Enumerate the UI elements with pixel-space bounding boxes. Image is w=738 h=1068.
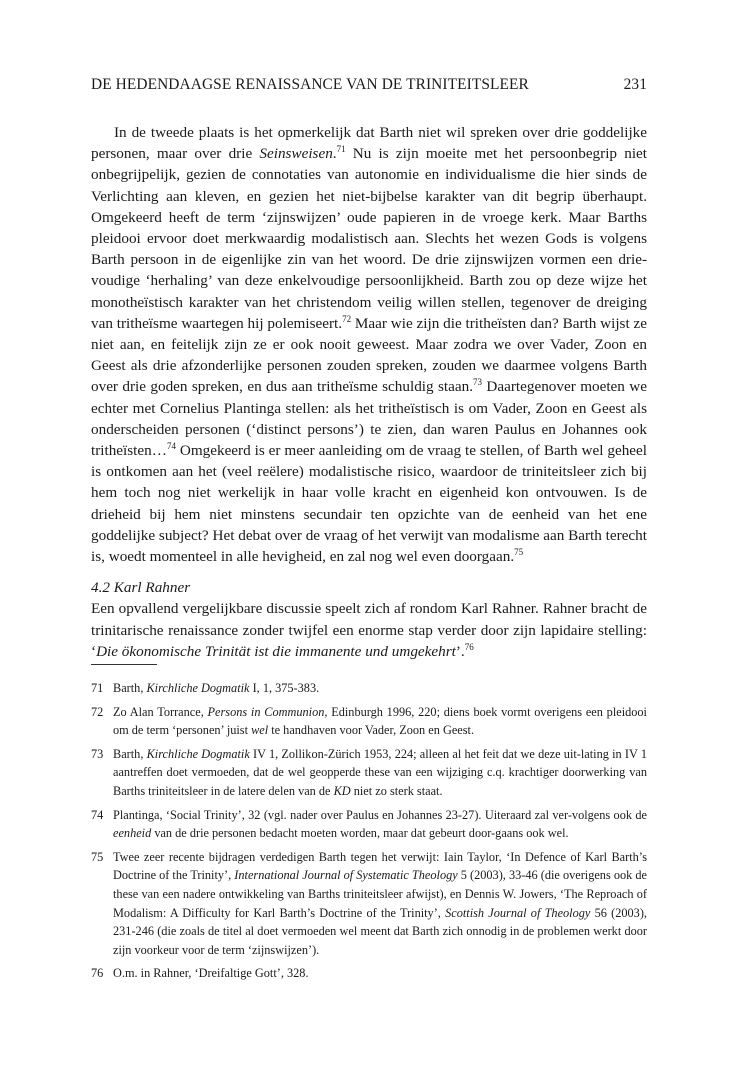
fn-part: niet zo sterk staat. [350, 783, 443, 798]
italic-term: Seinsweisen [259, 145, 333, 163]
main-text [91, 122, 647, 662]
footnote-ref-76[interactable]: 76 [464, 641, 474, 652]
paragraph-text: Een opvallend vergelijkbare discussie speelt zich af rondom Karl Rahner. Rahner bracht de trinitarische renaissance zonder twijfel een enorme stap verder door zijn lapidaire stelling: ‘ [91, 600, 647, 660]
running-header [91, 76, 647, 100]
fn-part: Barth, [113, 746, 147, 761]
running-title: DE HEDENDAAGSE RENAISSANCE VAN DE TRINITEITSLEER [91, 76, 529, 93]
fn-italic: International Journal of Systematic Theology [234, 868, 458, 883]
paragraph-text: Nu is zijn moeite met het persoonbegrip niet onbegrijpelijk, gezien de connotaties van autonomie en individualisme die hier sinds de Verlichting aan kleven, en gezien het niet-bijbelse karakter van dit begrip überhaupt. Omgekeerd heeft de term ‘zijnswijzen’ oude papieren in de vroege kerk. Maar Barths pleidooi ervoor doet merkwaardig modalistisch aan. Slechts het wezen Gods is volgens Barth persoon in de eigenlijke zin van het woord. De drie zijnswijzen vormen een drie-voudige ‘herhaling’ van deze enkelvoudige persoonlijkheid. Barth zou op deze wijze het monotheïstisch karakter van het christendom veilig willen stellen, tegenover de dreiging van tritheïsme waartegen hij polemiseert. [91, 145, 647, 332]
fn-italic: Scottish Journal of Theology [445, 905, 591, 920]
fn-italic: wel [251, 723, 269, 738]
fn-part: IV 1, Zollikon-Zürich 1953, 224; alleen al het feit dat we deze uit-lating in IV 1 aantreffen doet vermoeden, dat de wel geopperde these van een wijziging c.q. krachtiger doorwerking van Barths triniteitsleer in de latere delen van de [113, 746, 647, 798]
footnote-71 [91, 679, 647, 698]
footnote-number: 72 [91, 704, 104, 719]
fn-part: 56 (2003), 231-246 (die zoals de titel al doet vermoeden wel meent dat Barth zich onnodig in de problemen werkt door zijn voorkeur voor de term ‘zijnswijzen’). [113, 905, 647, 957]
footnote-ref-73[interactable]: 73 [473, 377, 483, 388]
paragraph-barth-seinsweisen [91, 122, 647, 567]
paragraph-text: Daartegenover moeten we echter met Cornelius Plantinga stellen: als het tritheïstisch is om Vader, Zoon en Geest als onderscheiden personen (‘distinct persons’) te zien, dan waren Paulus en Johannes ook tritheïsten… [91, 378, 647, 460]
footnote-74 [91, 806, 647, 843]
footnote-number: 73 [91, 746, 104, 761]
paragraph-text: ’. [455, 642, 465, 660]
footnote-number: 76 [91, 966, 104, 981]
footnote-number: 74 [91, 807, 104, 822]
fn-italic: Kirchliche Dogmatik [146, 746, 250, 761]
footnote-72 [91, 703, 647, 740]
footnote-text [113, 806, 647, 843]
footnote-divider [91, 664, 157, 665]
paragraph-text: Maar wie zijn die tritheïsten dan? Barth wijst ze niet aan, en feitelijk zijn ze er ook nooit geweest. Maar zodra we over Vader, Zoon en Geest als drie afzonderlijke personen zouden spreken, zouden we daarmee volgens Barth over drie goden spreken, en dus aan tritheïsme schuldig staan. [91, 314, 647, 396]
footnote-73 [91, 745, 647, 801]
fn-italic: KD [333, 783, 351, 798]
footnote-75 [91, 848, 647, 960]
paragraph-text: . [332, 145, 337, 163]
footnotes [91, 679, 647, 988]
italic-quote: Die ökonomische Trinität ist die immanente und umgekehrt [96, 642, 456, 660]
paragraph-text: In de tweede plaats is het opmerkelijk dat Barth niet wil spreken over drie goddelijke personen, maar over drie [91, 124, 647, 163]
fn-part: Zo Alan Torrance, [113, 704, 208, 719]
paragraph-text: Omgekeerd is er meer aanleiding om de vraag te stellen, of Barth wel geheel is ontkomen aan het (veel reëlere) modalistische risico, waardoor de triniteitsleer zich bij hem toch nog niet werkelijk in haar volle kracht en eigenheid kon ontvouwen. Is de drieheid bij hem niet minstens secundair ten opzichte van de eenheid van het ene goddelijke subject? Het debat over de vraag of het verwijt van modalisme aan Barth terecht is, woedt momenteel in alle hevigheid, en zal nog wel even doorgaan. [91, 442, 647, 566]
fn-part: 5 (2003), 33-46 (die overigens ook de these van een nadere ontwikkeling van Barths triniteitsleer afwijst), en Dennis W. Jowers, ‘The Reproach of Modalism: A Difficulty for Karl Barth’s Doctrine of the Trinity’, [113, 868, 647, 920]
footnote-text [113, 679, 647, 698]
fn-part: Plantinga, ‘Social Trinity’, 32 (vgl. nader over Paulus en Johannes 23-27). Uiteraard zal ver-volgens ook de [113, 807, 647, 822]
fn-part: O.m. in Rahner, ‘Dreifaltige Gott’, 328. [113, 966, 309, 981]
fn-part: Twee zeer recente bijdragen verdedigen Barth tegen het verwijt: Iain Taylor, ‘In Defence of Karl Barth’s Doctrine of the Trinity’, [113, 849, 647, 883]
fn-part: van de drie personen bedacht moeten worden, maar dat gebeurt door-gaans ook wel. [151, 826, 569, 841]
footnote-ref-71[interactable]: 71 [336, 144, 346, 155]
footnote-ref-74[interactable]: 74 [166, 440, 176, 451]
footnote-text [113, 964, 647, 983]
footnote-text [113, 703, 647, 740]
footnote-number: 71 [91, 681, 104, 695]
fn-part: te handhaven voor Vader, Zoon en Geest. [268, 723, 475, 738]
fn-italic: eenheid [113, 826, 152, 841]
footnote-text [113, 848, 647, 960]
footnote-ref-72[interactable]: 72 [342, 313, 352, 324]
footnote-number: 75 [91, 849, 104, 864]
footnote-ref-75[interactable]: 75 [514, 547, 524, 557]
fn-part: I, 1, 375-383. [249, 681, 320, 695]
paragraph-rahner [91, 598, 647, 662]
fn-italic: Kirchliche Dogmatik [146, 681, 250, 695]
fn-part: , Edinburgh 1996, 220; diens boek vormt overigens een pleidooi om de term ‘personen’ juist [113, 704, 647, 738]
fn-part: Barth, [113, 681, 147, 695]
page-number: 231 [623, 76, 647, 93]
footnote-76 [91, 964, 647, 983]
footnote-text [113, 745, 647, 801]
section-heading: 4.2 Karl Rahner [91, 579, 191, 597]
fn-italic: Persons in Communion [207, 704, 325, 719]
